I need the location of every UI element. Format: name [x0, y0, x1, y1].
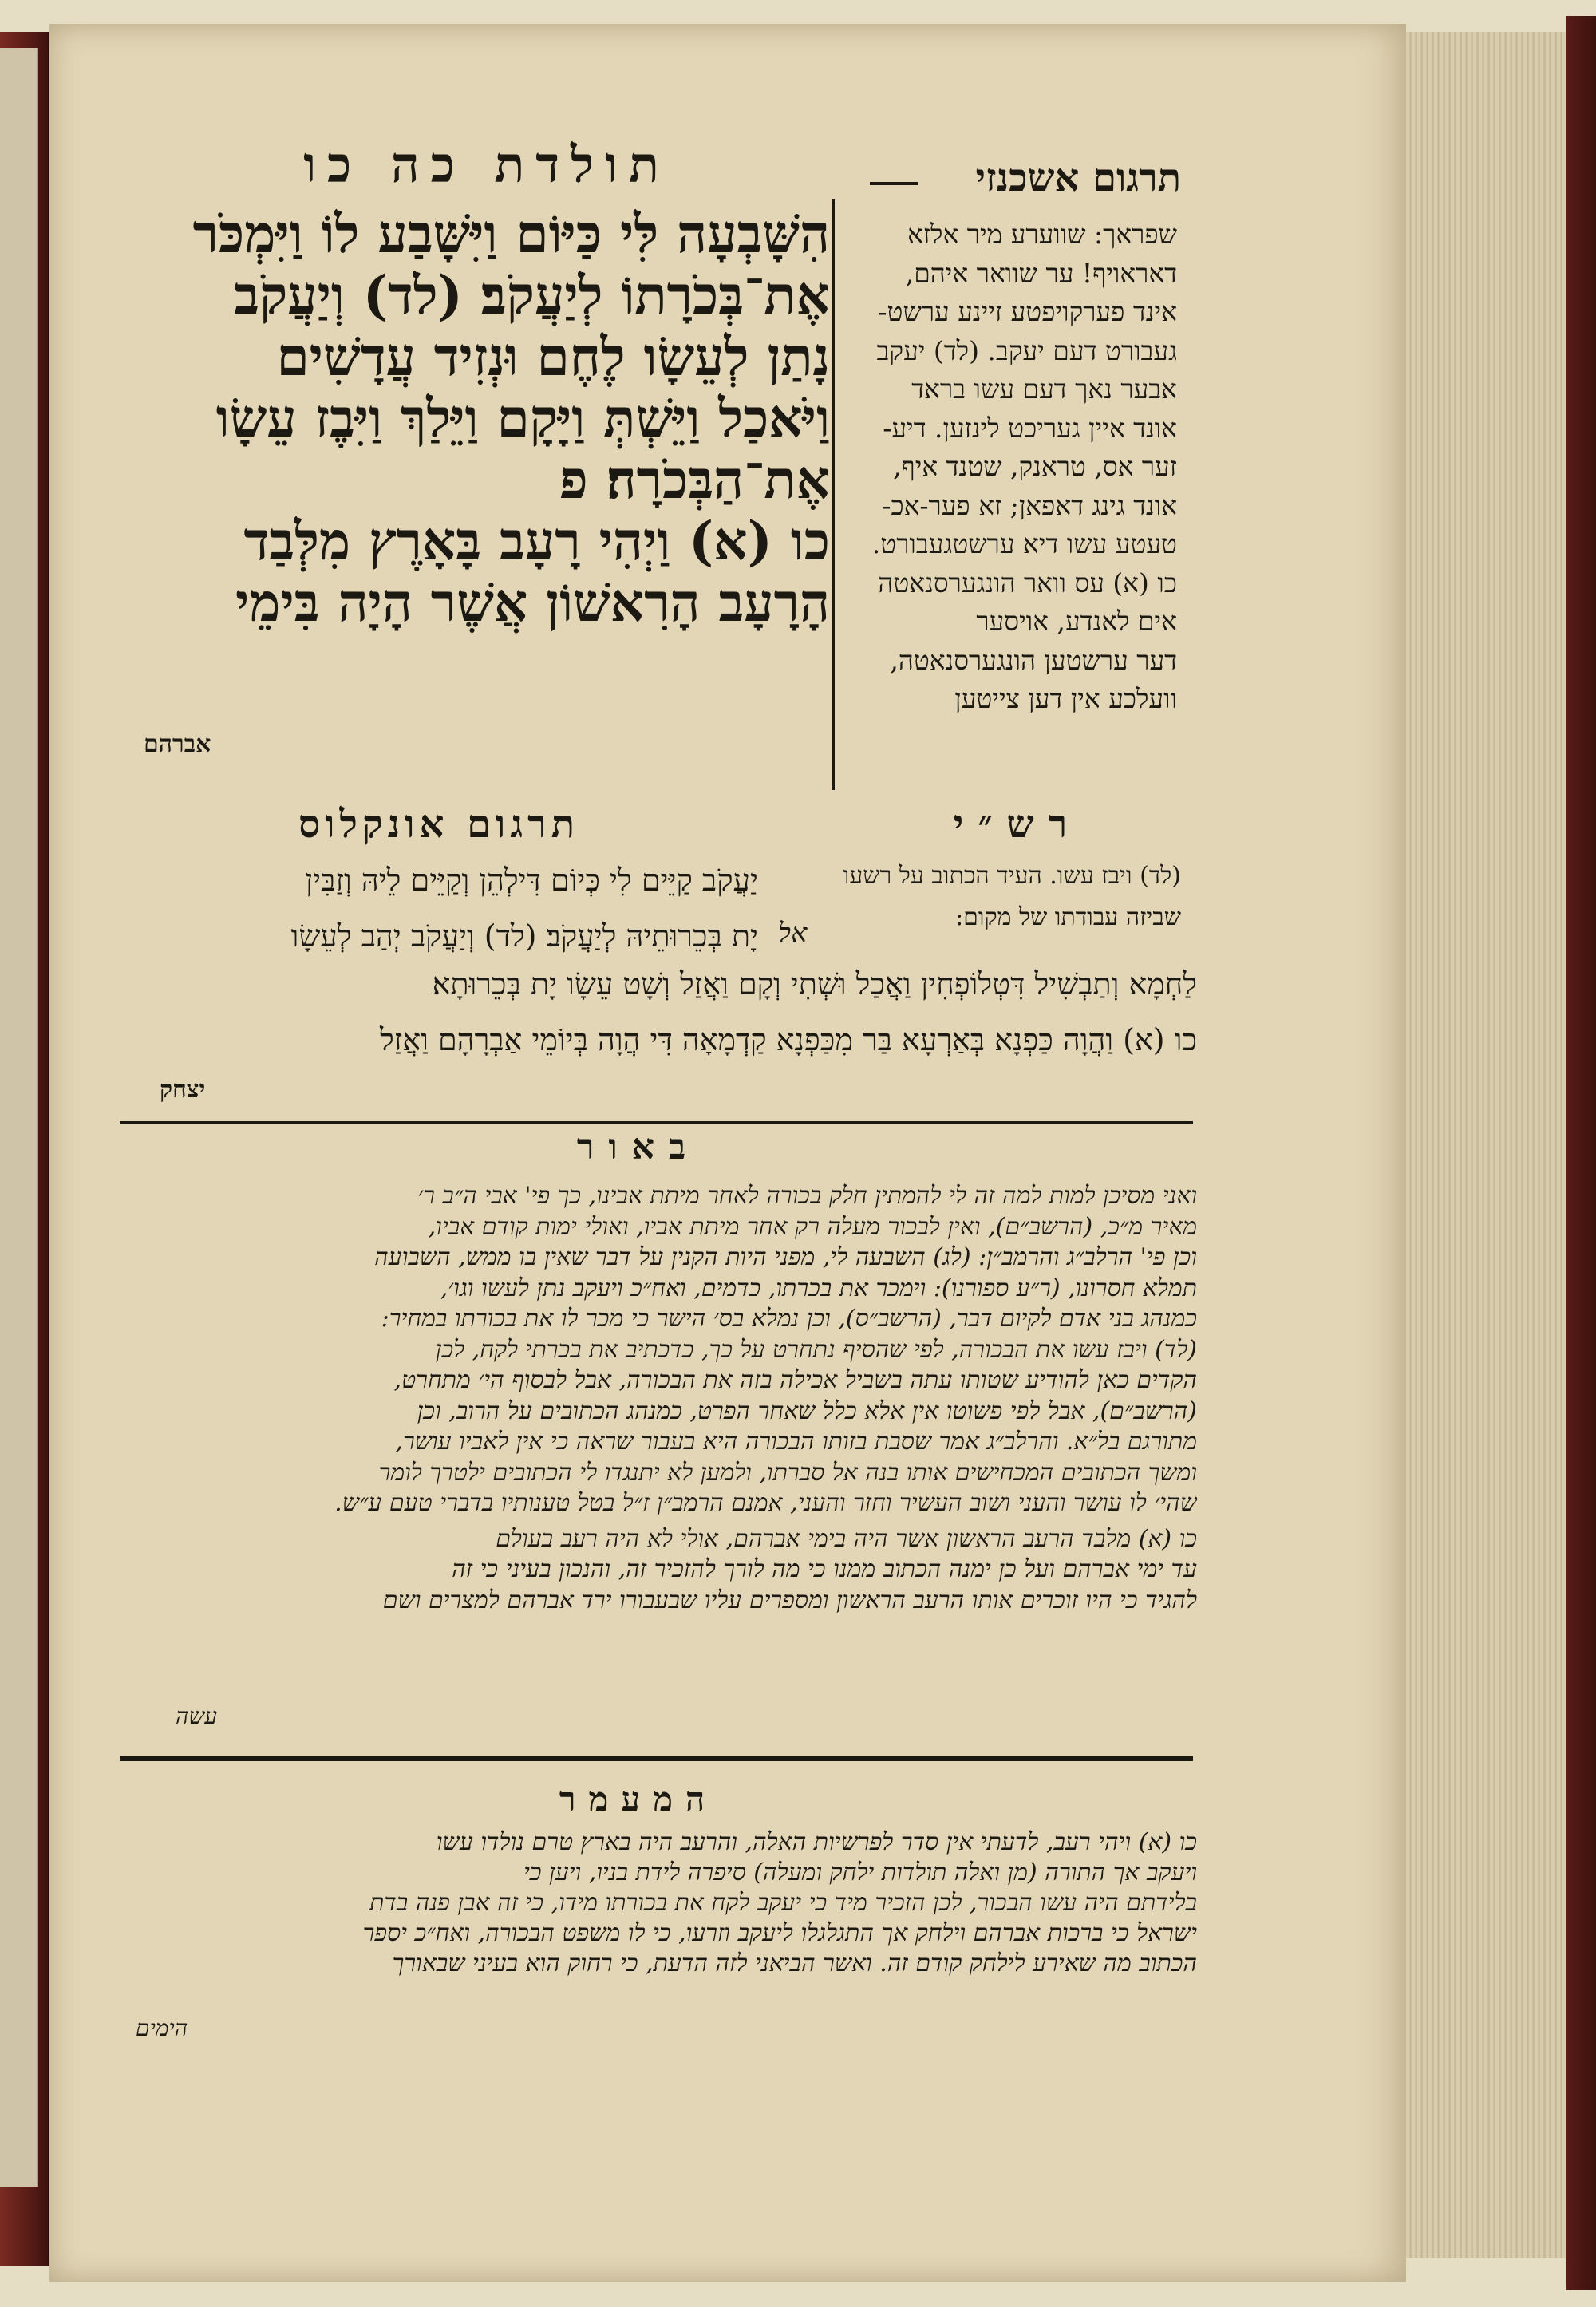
german-line: שפראך: שווערע מיר אלזא — [907, 219, 1177, 250]
right-page-edges — [1406, 32, 1570, 2258]
column-divider — [832, 199, 835, 790]
torah-catchword: אברהם — [144, 730, 211, 758]
rashi-heading: רש״י — [953, 802, 1082, 847]
german-line: זער אס, טראנק, שטנד איף, — [893, 451, 1177, 482]
onkelos-text-wide — [80, 956, 1197, 1068]
section-rule-thick — [120, 1756, 1193, 1761]
biur-line: ומשך הכתובים המכחישים אותו בנה אל סברתו, ולמען לא יתנגדו לי הכתובים ילטרך לומר — [378, 1458, 1197, 1487]
german-line: דאראויף! ער שוואר איהם, — [905, 257, 1177, 289]
meamer-commentary — [112, 1827, 1197, 1979]
german-line: אונד איין געריכט לינזען. דיע- — [883, 412, 1177, 444]
german-line: כו (א) עס וואר הונגערסנאטה — [878, 567, 1177, 598]
meamer-line: הכתוב מה שאירע לילחק קודם זה. ואשר הביאני לזה הדעת, כי רחוק הוא בעיני שבאורך — [392, 1949, 1197, 1977]
meamer-heading: המעמר — [559, 1780, 718, 1819]
biur-line: ואני מסיכן למות למה זה לי להמתין חלק בכורה לאחר מיתת אבינו, כך פי' אבי ה״ב ר׳ — [417, 1182, 1197, 1210]
onkelos-line: לַחְמָא וְתַבְשִׁיל דִּטְלוֹפְחִין וַאֲכַל וּשְׁתִי וְקָם וַאֲזַל וְשָׁט עֵשָׂו יָת בְּכֵרוּתָא׃ — [432, 966, 1197, 1001]
targum-column-title: תרגום אשכנזי — [975, 156, 1181, 200]
german-line: אים לאנדע, אויסער — [976, 606, 1177, 637]
biur-line: כו (א) מלבד הרעב הראשון אשר היה בימי אברהם, אולי לא היה רעב בעולם — [496, 1524, 1197, 1553]
biur-line: שהי׳ לו עושר והעני ושוב העשיר וחזר והעני, אמנם הרמב״ן ז״ל בטל טענותיו בדברי טעם ע״ש. — [334, 1489, 1197, 1517]
german-line: טעטע עשו דיא ערשטגעבורט. — [871, 528, 1177, 559]
torah-line: אֶת־בְּכֹרָתוֹ לְיַעֲקֹב׃ (לד) וְיַעֲקֹב — [234, 265, 830, 326]
biur-line: (הרשב״ם), אבל לפי פשוטו אין אלא כלל שאחר הפרט, כמנהג הכתובים על הרוב, וכן — [417, 1396, 1197, 1425]
german-line: דער ערשטען הונגערסנאטה, — [890, 644, 1177, 676]
section-rule — [120, 1121, 1193, 1124]
torah-line: אֶת־הַבְּכֹרָה׃ פ — [559, 449, 830, 511]
torah-text — [88, 203, 830, 634]
torah-line: הָרָעָב הָרִאשׁוֹן אֲשֶׁר הָיָה בִּימֵי — [235, 572, 830, 634]
meamer-line: ויעקב אך התורה (מן ואלה תולדות ילחק ומעלה) סיפרה לידת בניו, ויען כי — [523, 1859, 1197, 1886]
handwritten-margin-note: אל — [778, 918, 808, 950]
onkelos-line: יָת בְּכֵרוּתֵיהּ לְיַעֲקֹב׃ (לד) וְיַעֲקֹב יְהַב לְעֵשָׂו — [290, 918, 758, 954]
biur-line: עד ימי אברהם ועל כן ימנה הכתוב ממנו כי מה לורך להזכיר זה, והנכון בעיני כי זה — [452, 1555, 1197, 1583]
torah-line: וַיֹּאכַל וַיֵּשְׁתְּ וַיָּקָם וַיֵּלַךְ וַיִּבֶז עֵשָׂו — [215, 388, 830, 449]
onkelos-line: יַעֲקֹב קַיֵּים לִי כְּיוֹם דִּילְהֵן וְקַיֵּים לֵיהּ וְזַבִּין — [305, 863, 758, 898]
biur-line: תמלא חסרונו, (ר״ע ספורנו): וימכר את בכרתו, כדמים, ואח״כ ויעקב נתן לעשו וגו׳, — [440, 1274, 1197, 1302]
onkelos-line: כו (א) וַהֲוָה כַּפְנָא בְּאַרְעָא בַּר מִכַּפְנָא קַדְמָאָה דִּי הֲוָה בְּיוֹמֵי אַבְרָהָם וַאֲזַל — [380, 1022, 1197, 1057]
right-book-cover — [1566, 16, 1596, 2290]
german-line: אינד פערקויפטע זיינע ערשט- — [878, 296, 1177, 327]
onkelos-catchword: יצחק — [160, 1076, 206, 1104]
german-line: וועלכע אין דען צייטען — [954, 683, 1177, 714]
biur-line: (לד) ויבז עשו את הבכורה, לפי שהסיף נתחרט על כך, כדכתיב את בכרתי לקח, לכן — [435, 1335, 1197, 1364]
biur-line: להגיד כי היו זוכרים אותו הרעב הראשון ומספרים עליו שבעבורו ירד אברהם למצרים ושם — [382, 1586, 1197, 1614]
header-rule — [870, 182, 918, 185]
rashi-text — [766, 855, 1181, 938]
german-line: אונד גינג דאפאן; זא פער-אכ- — [882, 489, 1177, 521]
torah-line: נָתַן לְעֵשָׂו לֶחֶם וּנְזִיד עֲדָשִׁים — [276, 326, 830, 388]
german-translation-column — [842, 215, 1177, 719]
meamer-line: בלידתם היה עשו הבכור, לכן הזכיר מיד כי יעקב לקח את בכורתו מידו, כי זה אבן פנה בדת — [369, 1889, 1197, 1917]
biur-line: הקדים כאן להודיע שטותו עתה בשביל אכילה בזה את הבכורה, אבל לבסוף הי׳ מתחרט, — [393, 1366, 1197, 1394]
page-header-title: תולדת כה כו — [303, 136, 670, 194]
german-line: געבורט דעם יעקב. (לד) יעקב — [876, 334, 1177, 366]
rashi-line: (לד) ויבז עשו. העיד הכתוב על רשעו — [843, 862, 1181, 890]
onkelos-text — [80, 852, 758, 964]
meamer-line: כו (א) ויהי רעב, לדעתי אין סדר לפרשיות האלה, והרעב היה בארץ טרם נולדו עשו — [436, 1828, 1197, 1856]
left-page-edge — [0, 48, 38, 2187]
biur-line: וכן פי' הרלב״ג והרמב״ן: (לג) השבעה לי, מפני היות הקנין על דבר שאין בו ממש, השבועה — [374, 1243, 1197, 1271]
onkelos-heading: תרגום אונקלוס — [298, 802, 580, 847]
biur-line: כמנהג בני אדם לקיום דבר, (הרשב״ס), וכן נמלא בס׳ הישר כי מכר לו את בכורתו במחיר: — [381, 1305, 1197, 1333]
biur-heading: באור — [576, 1127, 701, 1167]
biur-line: מתורגם בל״א. והרלב״ג אמר שסבת בזותו הבכורה היא בעבור שראה כי אין לאביו עושר, — [395, 1428, 1197, 1456]
torah-line: כו (א) וַיְהִי רָעָב בָּאָרֶץ מִלְּבַד — [243, 511, 830, 572]
meamer-line: ישראל כי ברכות אברהם וילחק אך התגלגלו ליעקב וזרעו, כי לו משפט הבכורה, ואח״כ יספר — [362, 1919, 1197, 1947]
german-line: אבער נאך דעם עשו בראד — [911, 373, 1177, 405]
rashi-line: שביזה עבודתו של מקום: — [955, 903, 1181, 931]
biur-commentary — [112, 1181, 1197, 1616]
torah-line: הִשָּׁבְעָה לִּי כַּיּוֹם וַיִּשָּׁבַע לוֹ וַיִּמְכֹּר — [192, 203, 830, 265]
biur-catchword: עשה — [176, 1703, 218, 1729]
biur-line: מאיר מ״כ, (הרשב״ם), ואין לבכור מעלה רק אחר מיתת אביו, ואולי ימות קודם אביו, — [428, 1212, 1197, 1241]
meamer-catchword: הימים — [136, 2015, 188, 2041]
